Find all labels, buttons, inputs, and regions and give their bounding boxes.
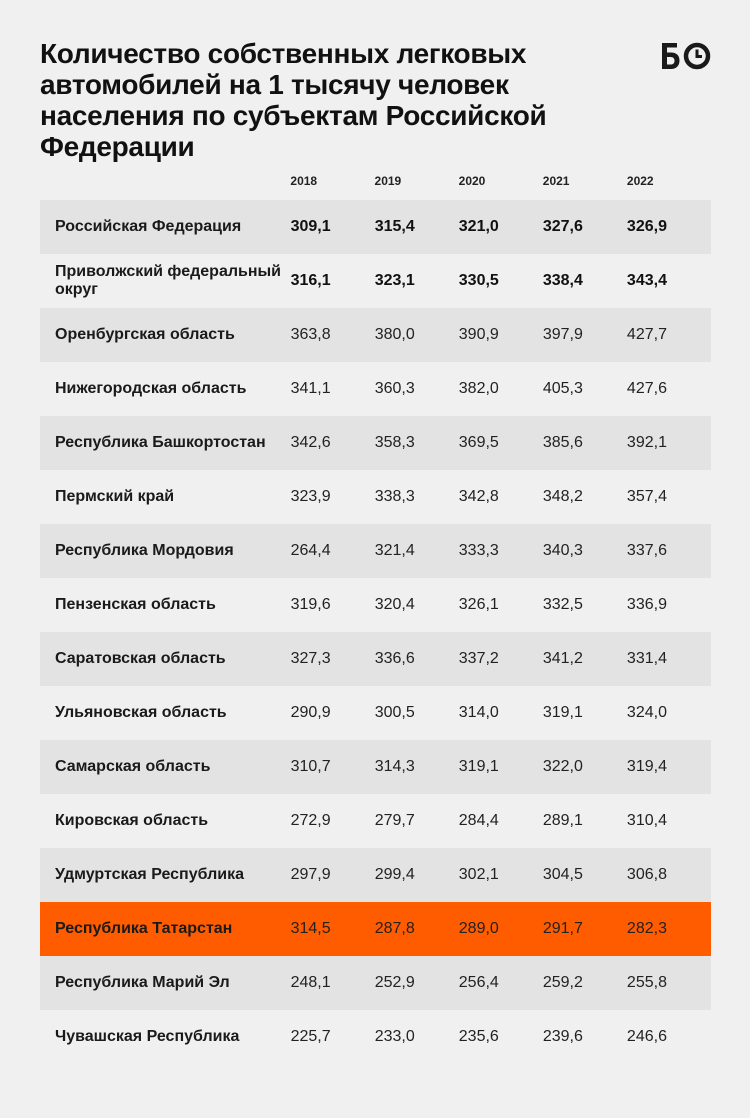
value-cell: 290,9 [290, 704, 331, 721]
value-cell: 291,7 [542, 920, 583, 937]
region-name: Нижегородская область [55, 380, 247, 397]
value-cell: 338,4 [542, 272, 583, 289]
value-cell: 252,9 [374, 974, 415, 991]
region-name: Пензенская область [55, 596, 216, 613]
value-cell: 348,2 [542, 488, 583, 505]
value-cell: 357,4 [626, 488, 667, 505]
table-row [40, 524, 711, 578]
table-row [40, 794, 711, 848]
value-cell: 255,8 [626, 974, 667, 991]
region-name: Республика Башкортостан [55, 434, 266, 451]
table-header [40, 162, 711, 200]
region-name: Удмуртская Республика [55, 866, 244, 883]
value-cell: 300,5 [374, 704, 415, 721]
table-row [40, 848, 711, 902]
table-row [40, 686, 711, 740]
value-cell: 324,0 [626, 704, 667, 721]
value-cell: 343,4 [626, 272, 667, 289]
value-cell: 319,1 [542, 704, 583, 721]
value-cell: 314,5 [290, 920, 331, 937]
column-header-year: 2021 [542, 174, 570, 188]
value-cell: 284,4 [458, 812, 499, 829]
value-cell: 382,0 [458, 380, 499, 397]
value-cell: 264,4 [290, 542, 331, 559]
value-cell: 405,3 [542, 380, 583, 397]
value-cell: 314,0 [458, 704, 499, 721]
value-cell: 326,1 [458, 596, 499, 613]
table-row [40, 470, 711, 524]
table-row [40, 416, 711, 470]
table-row [40, 308, 711, 362]
value-cell: 397,9 [542, 326, 583, 343]
value-cell: 225,7 [290, 1028, 331, 1045]
value-cell: 319,1 [458, 758, 499, 775]
value-cell: 336,9 [626, 596, 667, 613]
value-cell: 279,7 [374, 812, 415, 829]
value-cell: 327,6 [542, 218, 583, 235]
region-name: Ульяновская область [55, 704, 227, 721]
value-cell: 338,3 [374, 488, 415, 505]
value-cell: 327,3 [290, 650, 331, 667]
column-header-year: 2019 [374, 174, 402, 188]
value-cell: 321,0 [458, 218, 499, 235]
value-cell: 392,1 [626, 434, 667, 451]
value-cell: 341,1 [290, 380, 331, 397]
value-cell: 330,5 [458, 272, 499, 289]
value-cell: 337,2 [458, 650, 499, 667]
value-cell: 310,7 [290, 758, 331, 775]
region-name: Чувашская Республика [55, 1028, 240, 1045]
region-name: Республика Татарстан [55, 920, 233, 937]
value-cell: 248,1 [290, 974, 331, 991]
value-cell: 390,9 [458, 326, 499, 343]
value-cell: 340,3 [542, 542, 583, 559]
table-row-highlighted [40, 902, 711, 956]
region-name: Приволжский федеральный округ [55, 263, 282, 298]
value-cell: 256,4 [458, 974, 499, 991]
table-row [40, 740, 711, 794]
value-cell: 239,6 [542, 1028, 583, 1045]
value-cell: 282,3 [626, 920, 667, 937]
value-cell: 380,0 [374, 326, 415, 343]
value-cell: 321,4 [374, 542, 415, 559]
table-row [40, 200, 711, 254]
value-cell: 289,1 [542, 812, 583, 829]
value-cell: 363,8 [290, 326, 331, 343]
value-cell: 385,6 [542, 434, 583, 451]
value-cell: 259,2 [542, 974, 583, 991]
value-cell: 342,6 [290, 434, 331, 451]
value-cell: 333,3 [458, 542, 499, 559]
value-cell: 297,9 [290, 866, 331, 883]
value-cell: 341,2 [542, 650, 583, 667]
value-cell: 323,1 [374, 272, 415, 289]
table-row [40, 254, 711, 308]
table-row [40, 362, 711, 416]
value-cell: 319,6 [290, 596, 331, 613]
value-cell: 233,0 [374, 1028, 415, 1045]
region-name: Оренбургская область [55, 326, 235, 343]
region-name: Российская Федерация [55, 218, 242, 235]
value-cell: 309,1 [290, 218, 331, 235]
value-cell: 320,4 [374, 596, 415, 613]
column-header-year: 2018 [290, 174, 318, 188]
column-header-year: 2022 [626, 174, 654, 188]
column-header-year: 2020 [458, 174, 486, 188]
value-cell: 315,4 [374, 218, 415, 235]
value-cell: 322,0 [542, 758, 583, 775]
value-cell: 246,6 [626, 1028, 667, 1045]
table-row [40, 956, 711, 1010]
value-cell: 319,4 [626, 758, 667, 775]
value-cell: 310,4 [626, 812, 667, 829]
value-cell: 427,6 [626, 380, 667, 397]
value-cell: 316,1 [290, 272, 331, 289]
value-cell: 360,3 [374, 380, 415, 397]
value-cell: 272,9 [290, 812, 331, 829]
value-cell: 287,8 [374, 920, 415, 937]
value-cell: 337,6 [626, 542, 667, 559]
table-row [40, 578, 711, 632]
bo-logo [660, 40, 712, 72]
value-cell: 332,5 [542, 596, 583, 613]
region-name: Саратовская область [55, 650, 226, 667]
value-cell: 336,6 [374, 650, 415, 667]
value-cell: 289,0 [458, 920, 499, 937]
value-cell: 235,6 [458, 1028, 499, 1045]
value-cell: 304,5 [542, 866, 583, 883]
region-name: Самарская область [55, 758, 211, 775]
table-row [40, 632, 711, 686]
value-cell: 369,5 [458, 434, 499, 451]
region-name: Кировская область [55, 812, 209, 829]
value-cell: 326,9 [626, 218, 667, 235]
table-row [40, 1010, 711, 1064]
region-name: Республика Мордовия [55, 542, 234, 559]
value-cell: 302,1 [458, 866, 499, 883]
value-cell: 323,9 [290, 488, 331, 505]
data-table [40, 162, 711, 1064]
value-cell: 314,3 [374, 758, 415, 775]
value-cell: 331,4 [626, 650, 667, 667]
region-name: Пермский край [55, 488, 175, 505]
value-cell: 306,8 [626, 866, 667, 883]
region-name: Республика Марий Эл [55, 974, 230, 991]
value-cell: 427,7 [626, 326, 667, 343]
table-body [40, 200, 711, 1064]
value-cell: 358,3 [374, 434, 415, 451]
chart-title: Количество собственных легковых автомобилей на 1 тысячу человек населения по субъектам Российской Федерации [40, 38, 547, 162]
value-cell: 299,4 [374, 866, 415, 883]
value-cell: 342,8 [458, 488, 499, 505]
